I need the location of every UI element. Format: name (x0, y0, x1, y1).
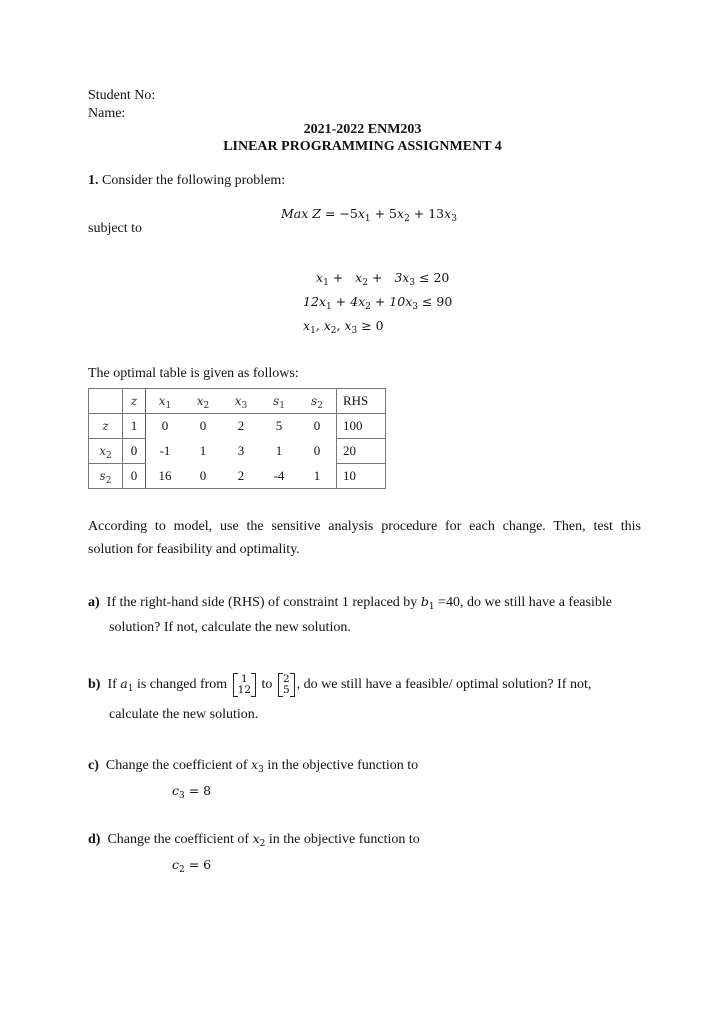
header-x3: $x_3$ (222, 389, 260, 414)
coef-2: + 5 (370, 206, 397, 221)
student-no-label: Student No: (88, 88, 156, 103)
var-x: x (444, 206, 452, 221)
part-d-text-2: in the objective function to (268, 832, 420, 847)
cell: 5 (275, 418, 283, 434)
var: x (251, 757, 259, 772)
term: x (303, 318, 311, 333)
from-vector (233, 674, 256, 696)
var: c (172, 857, 180, 872)
term: + 3x (367, 270, 410, 285)
cell: -1 (159, 443, 171, 458)
coef-3: + 13 (409, 206, 445, 221)
course-title: 2021-2022 ENM203 (303, 122, 422, 137)
constraint-2 (303, 294, 453, 312)
part-d-label: d) (88, 832, 101, 847)
sub: 1 (127, 684, 134, 694)
value: = 6 (184, 857, 212, 872)
term: , x (315, 318, 331, 333)
cell: 1 (123, 414, 146, 439)
cell-rhs: 10 (337, 464, 386, 489)
sub: 2 (362, 278, 368, 288)
part-d (88, 831, 420, 848)
table-row (89, 439, 386, 464)
instructions-line-2: solution for feasibility and optimality. (88, 542, 300, 557)
cell: 1 (199, 443, 207, 458)
part-b-text-2: is changed from (136, 677, 228, 692)
sub: 2 (365, 302, 371, 312)
cell-rhs: 20 (337, 439, 386, 464)
term: , x (336, 318, 352, 333)
header-x2: $x_2$ (184, 389, 222, 414)
part-b-text: If (107, 677, 117, 692)
cell: 0 (298, 414, 337, 439)
question-number: 1. (88, 173, 99, 188)
part-c-label: c) (88, 758, 99, 773)
cell: 0 (123, 439, 146, 464)
part-c-text: Change the coefficient of (105, 758, 248, 773)
sub: 3 (409, 278, 416, 288)
cell: 16 (146, 464, 185, 489)
var: c (172, 783, 180, 798)
instructions-line-1: According to model, use the sensitive analysis procedure for each change. Then, test this (88, 519, 641, 534)
nonnegativity (303, 318, 384, 336)
header-s2: $s_2$ (298, 389, 337, 414)
part-b-label: b) (88, 677, 101, 692)
part-b-text-3: , do we still have a feasible/ optimal solution? If not, (296, 677, 592, 692)
cell-rhs: 100 (337, 414, 386, 439)
part-b-line-2: calculate the new solution. (109, 707, 259, 722)
cell: 1 (275, 443, 283, 458)
from-bottom: 12 (237, 683, 252, 696)
cell: 3 (237, 443, 245, 458)
var: b (420, 594, 429, 609)
header-z: z (123, 389, 146, 414)
term: + 4x (331, 294, 366, 309)
rhs: ≤ 90 (418, 294, 453, 309)
cell: -4 (260, 464, 298, 489)
sub: 3 (351, 326, 358, 336)
to-top: 2 (282, 672, 290, 685)
rhs: ≤ 20 (415, 270, 450, 285)
part-c-equation (172, 783, 212, 801)
var-x: x (397, 206, 405, 221)
part-a-label: a) (88, 595, 100, 610)
var-x2 (252, 831, 266, 849)
sub: 1 (323, 278, 329, 288)
var-x3 (251, 757, 264, 775)
optimal-simplex-table (88, 388, 386, 489)
cell: 0 (123, 464, 146, 489)
part-d-equation (172, 857, 212, 875)
sub: 3 (179, 791, 185, 801)
sub: 2 (259, 839, 266, 849)
sub: 3 (451, 214, 457, 224)
basic-var (89, 464, 123, 489)
assignment-title: LINEAR PROGRAMMING ASSIGNMENT 4 (223, 139, 502, 154)
cell: 0 (161, 418, 169, 434)
sub: 2 (404, 214, 410, 224)
table-header-row (89, 389, 386, 414)
sub: 2 (179, 865, 185, 875)
table-row (89, 414, 386, 439)
to-vector (278, 674, 295, 696)
sub: 1 (310, 326, 316, 336)
part-a (88, 594, 612, 611)
basic-letter: z (102, 419, 109, 433)
from-top: 1 (241, 672, 248, 685)
objective-lhs: Max Z = (281, 206, 340, 221)
var-b1 (420, 594, 435, 612)
basic-letter: s (99, 469, 106, 483)
basic-letter: x (99, 444, 107, 458)
sub: 1 (325, 302, 332, 312)
sub: 3 (258, 765, 264, 775)
cell: 0 (298, 439, 337, 464)
term: + 10x (370, 294, 413, 309)
constraint-1 (316, 270, 450, 288)
rhs: ≥ 0 (357, 318, 384, 333)
to-bottom: 5 (282, 683, 290, 696)
var-x: x (357, 206, 365, 221)
part-a-text: If the right-hand side (RHS) of constraint 1 replaced by (106, 595, 418, 610)
part-a-text-2: =40, do we still have a feasible (438, 595, 612, 610)
header-x1: $x_1$ (146, 389, 185, 414)
name-label: Name: (88, 106, 126, 121)
part-b (88, 671, 591, 698)
to-word: to (261, 677, 273, 692)
part-c-text-2: in the objective function to (267, 758, 419, 773)
term: + x (328, 270, 363, 285)
var-a1 (120, 676, 134, 694)
term: x (316, 270, 324, 285)
cell: 2 (237, 418, 245, 434)
cell: 1 (298, 464, 337, 489)
subject-to-label: subject to (88, 221, 143, 236)
part-d-text: Change the coefficient of (107, 832, 250, 847)
header-rhs: RHS (337, 389, 386, 414)
corner-cell (89, 389, 123, 414)
basic-sub: 2 (106, 451, 112, 461)
question-intro-text: Consider the following problem: (102, 173, 286, 188)
basic-sub: 2 (105, 476, 112, 486)
cell: 2 (222, 464, 260, 489)
term: 12x (303, 294, 326, 309)
cell: 0 (199, 418, 207, 434)
sub: 2 (330, 326, 337, 336)
objective-function (281, 206, 457, 224)
sub: 1 (364, 214, 371, 224)
table-caption: The optimal table is given as follows: (88, 366, 299, 381)
var: a (120, 676, 128, 691)
basic-var (89, 439, 123, 464)
header-s1: $s_1$ (260, 389, 298, 414)
basic-var (89, 414, 123, 439)
value: = 8 (184, 783, 212, 798)
sub: 1 (428, 602, 435, 612)
coef-1: −5 (339, 206, 358, 221)
table-row (89, 464, 386, 489)
part-a-line-2: solution? If not, calculate the new solution. (109, 620, 351, 635)
var: x (252, 831, 260, 846)
cell: 0 (184, 464, 222, 489)
question-1-intro (88, 173, 285, 189)
part-c (88, 757, 418, 774)
sub: 3 (412, 302, 418, 312)
